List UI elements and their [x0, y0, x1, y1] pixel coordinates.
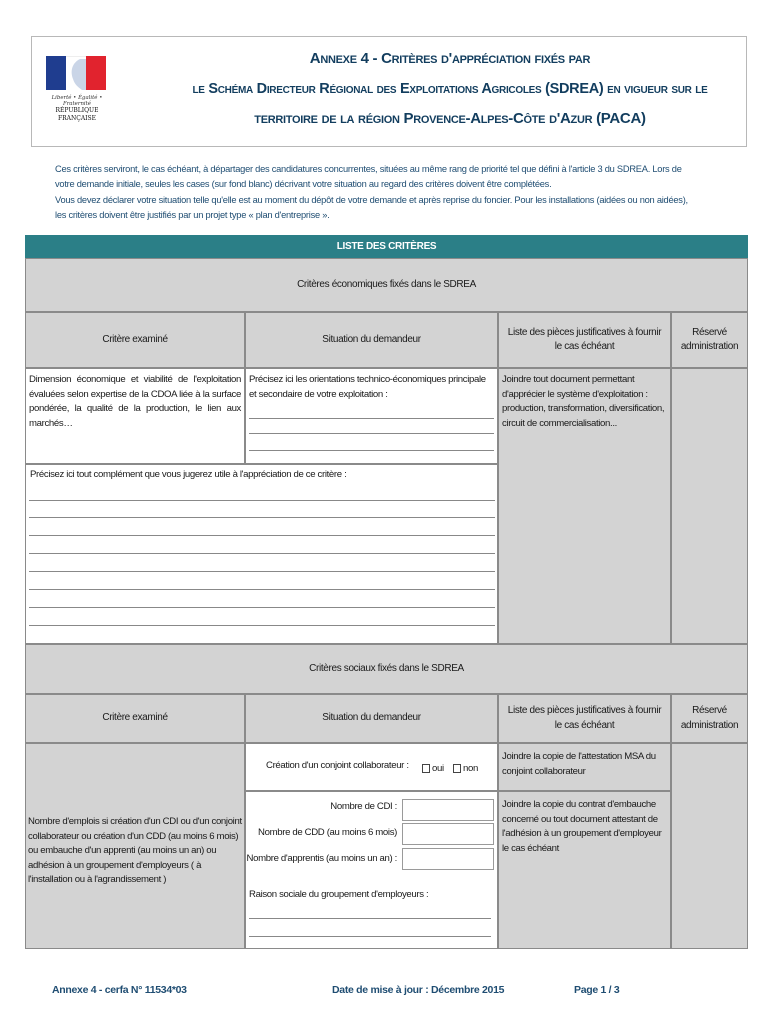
- non-label: non: [463, 763, 478, 774]
- economic-situation-prompt: Précisez ici les orientations technico-économiques principale et secondaire de votre exploitation :: [249, 374, 486, 400]
- answer-line[interactable]: [29, 517, 495, 518]
- criteria-list-header: LISTE DES CRITÈRES: [25, 235, 748, 258]
- economic-col-situation: Situation du demandeur: [245, 312, 498, 368]
- marianne-profile-icon: [66, 57, 86, 91]
- social-criterion-cell: [25, 743, 245, 949]
- intro-paragraph-1: Ces critères serviront, le cas échéant, à départager des candidatures concurrentes, situées au même rang de priorité tel que défini à l'article 3 du SDREA. Lors de votre demande initiale, seules les cases (sur fond blanc) décrivant votre situation au regard des critères doivent être complétées.: [55, 164, 682, 190]
- cdd-input[interactable]: [402, 823, 494, 845]
- title-line-2: le Schéma Directeur Régional des Exploitations Agricoles (SDREA) en vigueur sur le: [192, 81, 708, 97]
- answer-line[interactable]: [29, 607, 495, 608]
- title-line-1: Annexe 4 - Critères d'appréciation fixés par: [309, 50, 591, 67]
- answer-line[interactable]: [249, 936, 491, 937]
- cdi-input[interactable]: [402, 799, 494, 821]
- footer-cerfa: Annexe 4 - cerfa N° 11534*03: [52, 984, 187, 996]
- logo-motto: Liberté • Égalité • Fraternité: [51, 95, 103, 107]
- conjoint-non-option[interactable]: [453, 762, 478, 777]
- answer-line[interactable]: [29, 535, 495, 536]
- answer-line[interactable]: [249, 418, 494, 419]
- flag-blue-stripe: [46, 56, 66, 90]
- social-col-pieces: Liste des pièces justificatives à fournir le cas échéant: [498, 694, 671, 743]
- footer-page-number: Page 1 / 3: [574, 984, 620, 996]
- marianne-logo: [40, 46, 114, 128]
- answer-line[interactable]: [249, 450, 494, 451]
- economic-col-pieces: Liste des pièces justificatives à fournir le cas échéant: [498, 312, 671, 368]
- social-reserved-cell: [671, 743, 748, 949]
- intro-paragraph-2: Vous devez déclarer votre situation telle qu'elle est au moment du dépôt de votre demande et après reprise du foncier. Pour les installations (aidées ou non aidées), les critères doivent être justifiés par un projet type « plan d'entreprise ».: [55, 194, 688, 221]
- answer-line[interactable]: [29, 553, 495, 554]
- non-checkbox[interactable]: [453, 764, 461, 773]
- page-title: [150, 44, 750, 134]
- answer-line[interactable]: [29, 571, 495, 572]
- economic-criterion-text: Dimension économique et viabilité de l'exploitation évaluées selon expertise de la CDOA liée à la surface pondérée, la qualité de la production, le lien aux marchés…: [25, 368, 245, 464]
- raison-sociale-label: Raison sociale du groupement d'employeurs :: [249, 889, 429, 900]
- apprentis-input[interactable]: [402, 848, 494, 870]
- title-line-3: territoire de la région Provence-Alpes-Côte d'Azur (PACA): [254, 110, 646, 127]
- social-criterion-text: Nombre d'emplois si création d'un CDI ou d'un conjoint collaborateur ou création d'un CDD (au moins 6 mois) ou embauche d'un apprenti (au moins un an) ou adhésion à un groupement d'employeurs ( à l'installation ou à l'agrandissement ): [28, 816, 242, 885]
- economic-col-criterion: Critère examiné: [25, 312, 245, 368]
- oui-label: oui: [432, 763, 444, 774]
- answer-line[interactable]: [249, 433, 494, 434]
- social-col-criterion: Critère examiné: [25, 694, 245, 743]
- conjoint-row: [245, 743, 498, 791]
- emploi-pieces-text: Joindre la copie du contrat d'embauche concerné ou tout document attestant de l'adhésion à un groupement d'employeur le cas échéant: [498, 791, 671, 949]
- economic-complement-cell[interactable]: [25, 464, 498, 644]
- social-section-title: Critères sociaux fixés dans le SDREA: [25, 644, 748, 694]
- economic-section-title: Critères économiques fixés dans le SDREA: [25, 258, 748, 312]
- apprentis-label: Nombre d'apprentis (au moins un an) :: [246, 853, 397, 864]
- cdd-label: Nombre de CDD (au moins 6 mois): [258, 827, 397, 838]
- flag-red-stripe: [86, 56, 106, 90]
- economic-reserved-cell: [671, 368, 748, 644]
- conjoint-label: Création d'un conjoint collaborateur :: [266, 760, 409, 771]
- economic-situation-cell[interactable]: [245, 368, 498, 464]
- economic-pieces-text: Joindre tout document permettant d'apprécier le système d'exploitation : production, transformation, diversification, circuit de commercialisation...: [498, 368, 671, 644]
- footer-update-date: Date de mise à jour : Décembre 2015: [332, 984, 505, 996]
- intro-text: [55, 162, 695, 224]
- answer-line[interactable]: [29, 500, 495, 501]
- cdi-label: Nombre de CDI :: [330, 801, 397, 812]
- flag-white-stripe: [66, 56, 86, 91]
- social-col-situation: Situation du demandeur: [245, 694, 498, 743]
- economic-complement-prompt: Précisez ici tout complément que vous jugerez utile à l'appréciation de ce critère :: [30, 469, 347, 480]
- conjoint-pieces-text: Joindre la copie de l'attestation MSA du conjoint collaborateur: [498, 743, 671, 791]
- conjoint-oui-option[interactable]: [422, 762, 444, 777]
- answer-line[interactable]: [29, 625, 495, 626]
- answer-line[interactable]: [249, 918, 491, 919]
- emploi-situation-cell: [245, 791, 498, 949]
- oui-checkbox[interactable]: [422, 764, 430, 773]
- logo-country: RÉPUBLIQUE FRANÇAISE: [55, 107, 99, 122]
- social-col-reserved: Réservé administration: [671, 694, 748, 743]
- answer-line[interactable]: [29, 589, 495, 590]
- economic-col-reserved: Réservé administration: [671, 312, 748, 368]
